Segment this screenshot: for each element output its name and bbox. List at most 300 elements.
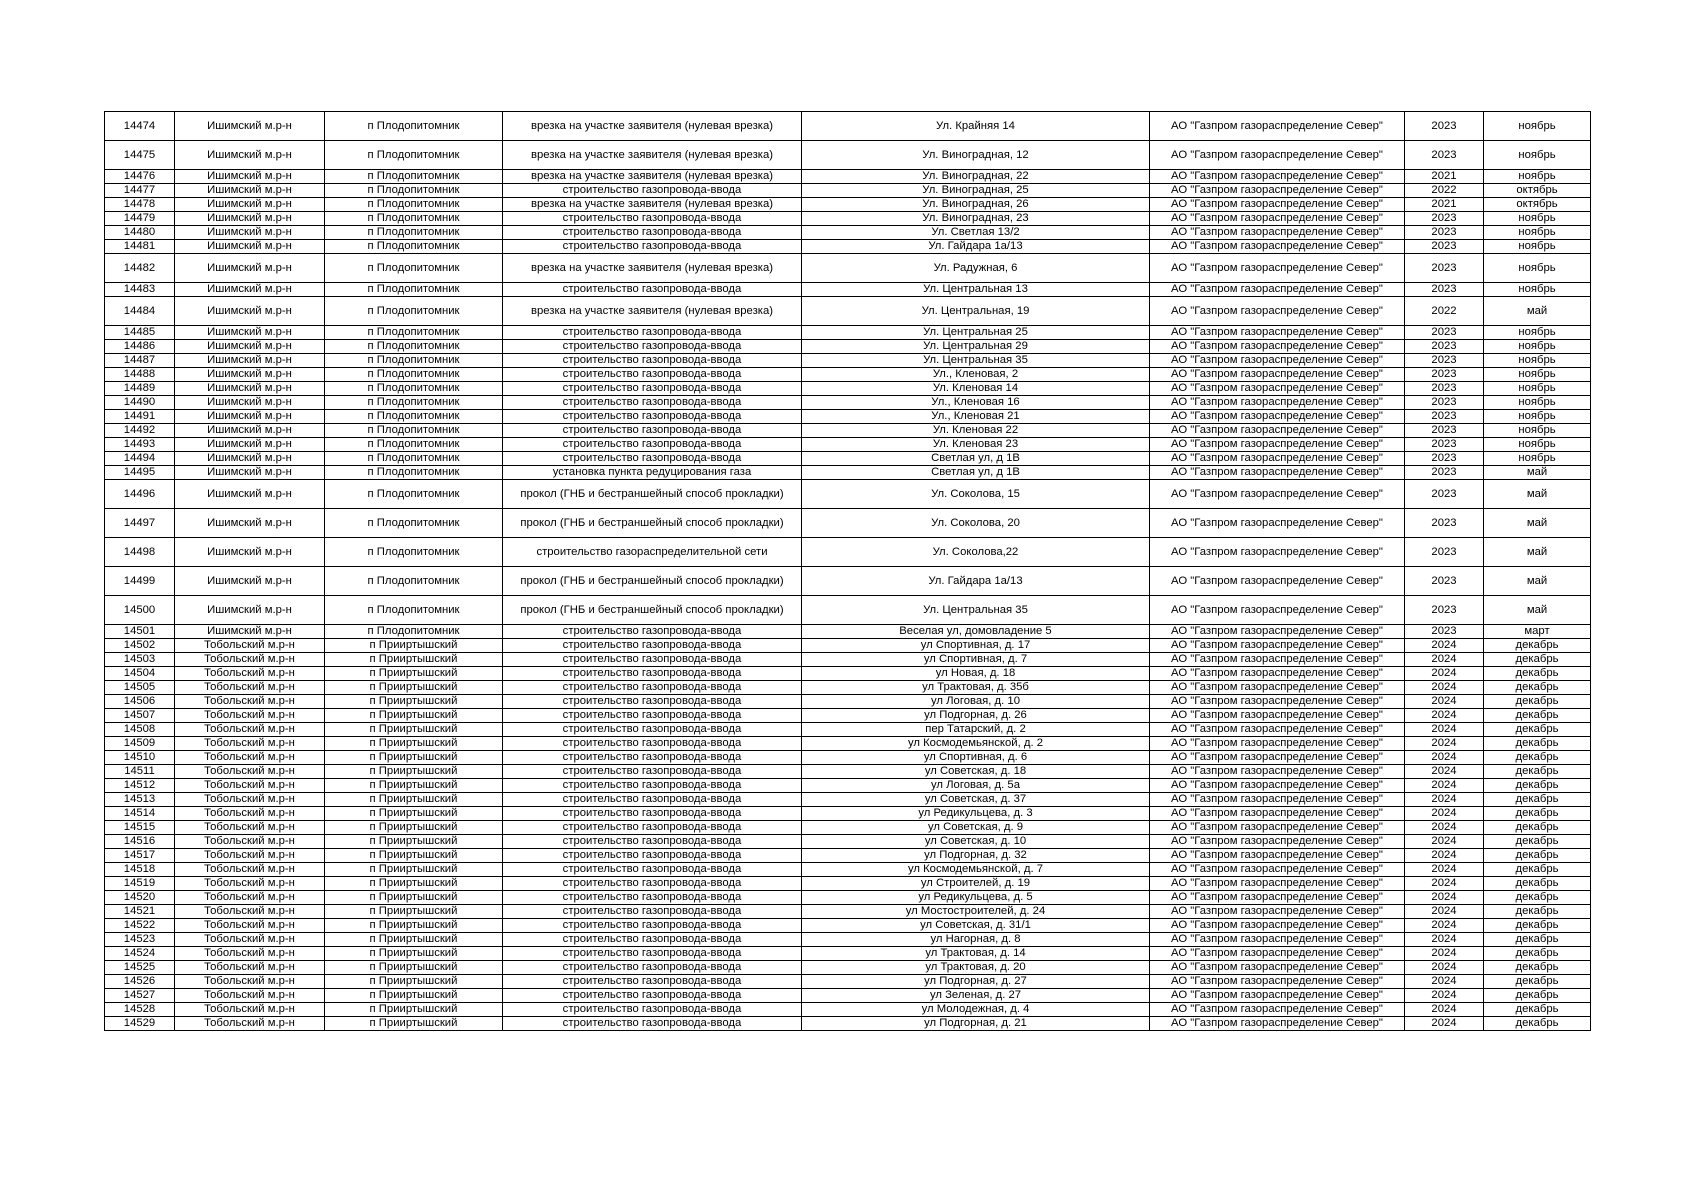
cell-address: ул Подгорная, д. 27 <box>802 975 1150 989</box>
table-row <box>105 919 1591 933</box>
table-row <box>105 184 1591 198</box>
cell-settlement: п Плодопитомник <box>325 112 503 141</box>
cell-organization: АО "Газпром газораспределение Север" <box>1150 751 1405 765</box>
table-row <box>105 424 1591 438</box>
cell-year: 2023 <box>1405 141 1484 170</box>
cell-work_type: строительство газопровода-ввода <box>503 975 802 989</box>
cell-district: Ишимский м.р-н <box>175 297 325 326</box>
table-row <box>105 849 1591 863</box>
cell-year: 2023 <box>1405 410 1484 424</box>
cell-organization: АО "Газпром газораспределение Север" <box>1150 639 1405 653</box>
cell-N: 14508 <box>105 723 175 737</box>
cell-year: 2023 <box>1405 538 1484 567</box>
cell-month: декабрь <box>1484 709 1591 723</box>
cell-address: ул Молодежная, д. 4 <box>802 1003 1150 1017</box>
cell-work_type: строительство газопровода-ввода <box>503 919 802 933</box>
cell-organization: АО "Газпром газораспределение Север" <box>1150 891 1405 905</box>
cell-year: 2024 <box>1405 807 1484 821</box>
cell-address: Ул., Кленовая 21 <box>802 410 1150 424</box>
cell-month: май <box>1484 297 1591 326</box>
cell-month: ноябрь <box>1484 452 1591 466</box>
cell-year: 2023 <box>1405 382 1484 396</box>
cell-organization: АО "Газпром газораспределение Север" <box>1150 709 1405 723</box>
table-row <box>105 793 1591 807</box>
cell-organization: АО "Газпром газораспределение Север" <box>1150 877 1405 891</box>
cell-settlement: п Прииртышский <box>325 891 503 905</box>
cell-address: ул Логовая, д. 5а <box>802 779 1150 793</box>
cell-district: Ишимский м.р-н <box>175 212 325 226</box>
cell-district: Тобольский м.р-н <box>175 653 325 667</box>
table-row <box>105 466 1591 480</box>
cell-district: Тобольский м.р-н <box>175 961 325 975</box>
cell-organization: АО "Газпром газораспределение Север" <box>1150 779 1405 793</box>
cell-organization: АО "Газпром газораспределение Север" <box>1150 1003 1405 1017</box>
table-row <box>105 905 1591 919</box>
cell-organization: АО "Газпром газораспределение Север" <box>1150 170 1405 184</box>
cell-N: 14521 <box>105 905 175 919</box>
cell-settlement: п Плодопитомник <box>325 509 503 538</box>
cell-work_type: строительство газопровода-ввода <box>503 765 802 779</box>
cell-organization: АО "Газпром газораспределение Север" <box>1150 509 1405 538</box>
cell-N: 14492 <box>105 424 175 438</box>
cell-work_type: строительство газопровода-ввода <box>503 849 802 863</box>
cell-year: 2023 <box>1405 424 1484 438</box>
cell-work_type: строительство газопровода-ввода <box>503 681 802 695</box>
cell-year: 2024 <box>1405 975 1484 989</box>
cell-settlement: п Плодопитомник <box>325 170 503 184</box>
cell-month: декабрь <box>1484 765 1591 779</box>
cell-work_type: строительство газопровода-ввода <box>503 821 802 835</box>
cell-month: декабрь <box>1484 653 1591 667</box>
cell-district: Ишимский м.р-н <box>175 141 325 170</box>
cell-N: 14480 <box>105 226 175 240</box>
cell-address: Ул. Радужная, 6 <box>802 254 1150 283</box>
cell-month: ноябрь <box>1484 424 1591 438</box>
cell-district: Тобольский м.р-н <box>175 863 325 877</box>
cell-year: 2024 <box>1405 737 1484 751</box>
cell-district: Ишимский м.р-н <box>175 184 325 198</box>
cell-year: 2024 <box>1405 709 1484 723</box>
cell-N: 14498 <box>105 538 175 567</box>
cell-N: 14509 <box>105 737 175 751</box>
cell-address: ул Логовая, д. 10 <box>802 695 1150 709</box>
cell-organization: АО "Газпром газораспределение Север" <box>1150 933 1405 947</box>
cell-work_type: строительство газопровода-ввода <box>503 779 802 793</box>
cell-year: 2023 <box>1405 452 1484 466</box>
cell-month: декабрь <box>1484 807 1591 821</box>
cell-month: декабрь <box>1484 1017 1591 1031</box>
cell-month: ноябрь <box>1484 382 1591 396</box>
table-row <box>105 382 1591 396</box>
table-row <box>105 141 1591 170</box>
cell-address: Ул. Центральная 25 <box>802 326 1150 340</box>
cell-organization: АО "Газпром газораспределение Север" <box>1150 961 1405 975</box>
cell-work_type: строительство газопровода-ввода <box>503 1003 802 1017</box>
cell-N: 14511 <box>105 765 175 779</box>
cell-district: Ишимский м.р-н <box>175 424 325 438</box>
cell-month: декабрь <box>1484 891 1591 905</box>
cell-year: 2022 <box>1405 184 1484 198</box>
cell-month: ноябрь <box>1484 326 1591 340</box>
cell-work_type: врезка на участке заявителя (нулевая врезка) <box>503 297 802 326</box>
cell-year: 2023 <box>1405 567 1484 596</box>
cell-address: пер Татарский, д. 2 <box>802 723 1150 737</box>
cell-year: 2024 <box>1405 681 1484 695</box>
cell-district: Тобольский м.р-н <box>175 793 325 807</box>
cell-settlement: п Плодопитомник <box>325 141 503 170</box>
cell-district: Ишимский м.р-н <box>175 509 325 538</box>
cell-N: 14503 <box>105 653 175 667</box>
cell-organization: АО "Газпром газораспределение Север" <box>1150 240 1405 254</box>
table-row <box>105 112 1591 141</box>
cell-address: Ул., Кленовая 16 <box>802 396 1150 410</box>
cell-N: 14485 <box>105 326 175 340</box>
cell-settlement: п Плодопитомник <box>325 480 503 509</box>
cell-settlement: п Плодопитомник <box>325 567 503 596</box>
cell-work_type: строительство газопровода-ввода <box>503 863 802 877</box>
cell-district: Тобольский м.р-н <box>175 639 325 653</box>
table-row <box>105 933 1591 947</box>
cell-N: 14489 <box>105 382 175 396</box>
cell-district: Ишимский м.р-н <box>175 625 325 639</box>
cell-N: 14474 <box>105 112 175 141</box>
cell-address: Светлая ул, д 1В <box>802 466 1150 480</box>
cell-year: 2024 <box>1405 695 1484 709</box>
cell-month: май <box>1484 596 1591 625</box>
cell-work_type: строительство газораспределительной сети <box>503 538 802 567</box>
cell-year: 2024 <box>1405 751 1484 765</box>
cell-work_type: строительство газопровода-ввода <box>503 695 802 709</box>
cell-N: 14526 <box>105 975 175 989</box>
cell-organization: АО "Газпром газораспределение Север" <box>1150 184 1405 198</box>
cell-district: Тобольский м.р-н <box>175 989 325 1003</box>
cell-month: ноябрь <box>1484 438 1591 452</box>
cell-address: Ул. Виноградная, 26 <box>802 198 1150 212</box>
cell-month: декабрь <box>1484 961 1591 975</box>
cell-settlement: п Прииртышский <box>325 681 503 695</box>
table-row <box>105 254 1591 283</box>
cell-district: Ишимский м.р-н <box>175 410 325 424</box>
cell-month: ноябрь <box>1484 354 1591 368</box>
cell-district: Ишимский м.р-н <box>175 198 325 212</box>
cell-organization: АО "Газпром газораспределение Север" <box>1150 653 1405 667</box>
cell-address: Ул. Кленовая 22 <box>802 424 1150 438</box>
cell-organization: АО "Газпром газораспределение Север" <box>1150 112 1405 141</box>
cell-work_type: строительство газопровода-ввода <box>503 326 802 340</box>
cell-month: декабрь <box>1484 933 1591 947</box>
cell-year: 2024 <box>1405 989 1484 1003</box>
cell-N: 14490 <box>105 396 175 410</box>
cell-N: 14517 <box>105 849 175 863</box>
cell-month: декабрь <box>1484 919 1591 933</box>
cell-district: Тобольский м.р-н <box>175 933 325 947</box>
cell-N: 14523 <box>105 933 175 947</box>
cell-month: ноябрь <box>1484 396 1591 410</box>
cell-district: Тобольский м.р-н <box>175 919 325 933</box>
table-row <box>105 737 1591 751</box>
cell-work_type: строительство газопровода-ввода <box>503 877 802 891</box>
cell-organization: АО "Газпром газораспределение Север" <box>1150 567 1405 596</box>
cell-year: 2024 <box>1405 639 1484 653</box>
cell-address: Ул. Центральная 35 <box>802 354 1150 368</box>
cell-N: 14522 <box>105 919 175 933</box>
cell-year: 2021 <box>1405 170 1484 184</box>
table-row <box>105 567 1591 596</box>
cell-address: ул Советская, д. 9 <box>802 821 1150 835</box>
table-row <box>105 198 1591 212</box>
cell-month: декабрь <box>1484 905 1591 919</box>
cell-month: декабрь <box>1484 751 1591 765</box>
cell-work_type: строительство газопровода-ввода <box>503 737 802 751</box>
cell-work_type: строительство газопровода-ввода <box>503 639 802 653</box>
cell-N: 14493 <box>105 438 175 452</box>
cell-work_type: прокол (ГНБ и бестраншейный способ прокладки) <box>503 480 802 509</box>
cell-work_type: строительство газопровода-ввода <box>503 452 802 466</box>
cell-work_type: прокол (ГНБ и бестраншейный способ прокладки) <box>503 596 802 625</box>
cell-month: декабрь <box>1484 947 1591 961</box>
table-row <box>105 863 1591 877</box>
cell-N: 14513 <box>105 793 175 807</box>
cell-year: 2024 <box>1405 849 1484 863</box>
cell-month: декабрь <box>1484 1003 1591 1017</box>
cell-month: декабрь <box>1484 779 1591 793</box>
cell-month: декабрь <box>1484 835 1591 849</box>
cell-N: 14505 <box>105 681 175 695</box>
cell-address: ул Редикульцева, д. 5 <box>802 891 1150 905</box>
table-row <box>105 625 1591 639</box>
table-row <box>105 975 1591 989</box>
table-row <box>105 681 1591 695</box>
table-row <box>105 821 1591 835</box>
cell-settlement: п Плодопитомник <box>325 354 503 368</box>
cell-year: 2023 <box>1405 438 1484 452</box>
table-row <box>105 751 1591 765</box>
cell-district: Тобольский м.р-н <box>175 779 325 793</box>
cell-work_type: установка пункта редуцирования газа <box>503 466 802 480</box>
cell-N: 14510 <box>105 751 175 765</box>
cell-organization: АО "Газпром газораспределение Север" <box>1150 410 1405 424</box>
cell-settlement: п Плодопитомник <box>325 538 503 567</box>
cell-settlement: п Плодопитомник <box>325 226 503 240</box>
cell-address: ул Космодемьянской, д. 7 <box>802 863 1150 877</box>
cell-work_type: строительство газопровода-ввода <box>503 723 802 737</box>
table-row <box>105 835 1591 849</box>
cell-organization: АО "Газпром газораспределение Север" <box>1150 947 1405 961</box>
cell-year: 2023 <box>1405 480 1484 509</box>
cell-settlement: п Прииртышский <box>325 947 503 961</box>
cell-month: ноябрь <box>1484 141 1591 170</box>
table-row <box>105 779 1591 793</box>
cell-year: 2024 <box>1405 667 1484 681</box>
cell-address: ул Трактовая, д. 35б <box>802 681 1150 695</box>
cell-settlement: п Прииртышский <box>325 919 503 933</box>
cell-district: Ишимский м.р-н <box>175 354 325 368</box>
cell-address: Ул. Крайняя 14 <box>802 112 1150 141</box>
cell-work_type: врезка на участке заявителя (нулевая врезка) <box>503 254 802 283</box>
cell-month: декабрь <box>1484 975 1591 989</box>
cell-N: 14499 <box>105 567 175 596</box>
cell-address: ул Строителей, д. 19 <box>802 877 1150 891</box>
cell-settlement: п Плодопитомник <box>325 283 503 297</box>
cell-address: Ул. Виноградная, 22 <box>802 170 1150 184</box>
cell-year: 2023 <box>1405 340 1484 354</box>
table-row <box>105 891 1591 905</box>
cell-month: ноябрь <box>1484 240 1591 254</box>
data-table <box>104 111 1591 1031</box>
cell-district: Ишимский м.р-н <box>175 254 325 283</box>
cell-district: Тобольский м.р-н <box>175 681 325 695</box>
cell-work_type: строительство газопровода-ввода <box>503 1017 802 1031</box>
cell-year: 2023 <box>1405 625 1484 639</box>
table-row <box>105 452 1591 466</box>
cell-N: 14525 <box>105 961 175 975</box>
cell-district: Тобольский м.р-н <box>175 751 325 765</box>
cell-address: Ул., Кленовая, 2 <box>802 368 1150 382</box>
cell-address: Ул. Кленовая 14 <box>802 382 1150 396</box>
cell-district: Тобольский м.р-н <box>175 695 325 709</box>
cell-address: ул Спортивная, д. 17 <box>802 639 1150 653</box>
cell-N: 14483 <box>105 283 175 297</box>
cell-month: октябрь <box>1484 198 1591 212</box>
table-row <box>105 695 1591 709</box>
cell-work_type: строительство газопровода-ввода <box>503 283 802 297</box>
cell-month: май <box>1484 480 1591 509</box>
cell-organization: АО "Газпром газораспределение Север" <box>1150 737 1405 751</box>
cell-N: 14518 <box>105 863 175 877</box>
cell-year: 2024 <box>1405 779 1484 793</box>
cell-work_type: строительство газопровода-ввода <box>503 340 802 354</box>
cell-N: 14516 <box>105 835 175 849</box>
cell-N: 14507 <box>105 709 175 723</box>
cell-month: декабрь <box>1484 723 1591 737</box>
cell-month: май <box>1484 567 1591 596</box>
cell-organization: АО "Газпром газораспределение Север" <box>1150 326 1405 340</box>
cell-month: май <box>1484 509 1591 538</box>
table-row <box>105 297 1591 326</box>
cell-year: 2023 <box>1405 254 1484 283</box>
cell-work_type: строительство газопровода-ввода <box>503 240 802 254</box>
table-row <box>105 947 1591 961</box>
cell-year: 2023 <box>1405 240 1484 254</box>
cell-month: март <box>1484 625 1591 639</box>
cell-work_type: строительство газопровода-ввода <box>503 212 802 226</box>
table-row <box>105 226 1591 240</box>
cell-organization: АО "Газпром газораспределение Север" <box>1150 538 1405 567</box>
cell-district: Тобольский м.р-н <box>175 835 325 849</box>
cell-district: Тобольский м.р-н <box>175 975 325 989</box>
cell-organization: АО "Газпром газораспределение Север" <box>1150 596 1405 625</box>
cell-address: Ул. Гайдара 1а/13 <box>802 567 1150 596</box>
table-row <box>105 538 1591 567</box>
cell-work_type: врезка на участке заявителя (нулевая врезка) <box>503 141 802 170</box>
cell-N: 14477 <box>105 184 175 198</box>
cell-address: Ул. Центральная 29 <box>802 340 1150 354</box>
cell-settlement: п Прииртышский <box>325 723 503 737</box>
cell-settlement: п Прииртышский <box>325 961 503 975</box>
cell-organization: АО "Газпром газораспределение Север" <box>1150 382 1405 396</box>
cell-month: декабрь <box>1484 989 1591 1003</box>
cell-month: ноябрь <box>1484 410 1591 424</box>
cell-month: ноябрь <box>1484 368 1591 382</box>
cell-organization: АО "Газпром газораспределение Север" <box>1150 340 1405 354</box>
cell-N: 14495 <box>105 466 175 480</box>
cell-district: Тобольский м.р-н <box>175 765 325 779</box>
cell-work_type: строительство газопровода-ввода <box>503 382 802 396</box>
cell-settlement: п Прииртышский <box>325 695 503 709</box>
cell-settlement: п Прииртышский <box>325 709 503 723</box>
cell-organization: АО "Газпром газораспределение Север" <box>1150 283 1405 297</box>
cell-district: Ишимский м.р-н <box>175 170 325 184</box>
cell-organization: АО "Газпром газораспределение Север" <box>1150 765 1405 779</box>
cell-settlement: п Плодопитомник <box>325 382 503 396</box>
cell-work_type: строительство газопровода-ввода <box>503 667 802 681</box>
cell-month: декабрь <box>1484 877 1591 891</box>
cell-month: ноябрь <box>1484 170 1591 184</box>
cell-district: Тобольский м.р-н <box>175 723 325 737</box>
cell-organization: АО "Газпром газораспределение Север" <box>1150 368 1405 382</box>
cell-address: ул Советская, д. 31/1 <box>802 919 1150 933</box>
cell-address: ул Подгорная, д. 26 <box>802 709 1150 723</box>
cell-work_type: строительство газопровода-ввода <box>503 354 802 368</box>
cell-address: Веселая ул, домовладение 5 <box>802 625 1150 639</box>
cell-N: 14520 <box>105 891 175 905</box>
cell-work_type: строительство газопровода-ввода <box>503 424 802 438</box>
cell-district: Тобольский м.р-н <box>175 709 325 723</box>
table-row <box>105 340 1591 354</box>
table-body <box>105 112 1591 1031</box>
table-row <box>105 667 1591 681</box>
cell-district: Ишимский м.р-н <box>175 452 325 466</box>
document-sheet <box>104 111 1590 1031</box>
cell-work_type: строительство газопровода-ввода <box>503 905 802 919</box>
cell-year: 2021 <box>1405 198 1484 212</box>
cell-year: 2022 <box>1405 297 1484 326</box>
cell-settlement: п Плодопитомник <box>325 297 503 326</box>
cell-district: Ишимский м.р-н <box>175 438 325 452</box>
cell-year: 2024 <box>1405 947 1484 961</box>
cell-organization: АО "Газпром газораспределение Север" <box>1150 141 1405 170</box>
table-row <box>105 438 1591 452</box>
cell-month: октябрь <box>1484 184 1591 198</box>
table-row <box>105 1003 1591 1017</box>
cell-district: Тобольский м.р-н <box>175 849 325 863</box>
cell-settlement: п Плодопитомник <box>325 625 503 639</box>
cell-district: Ишимский м.р-н <box>175 240 325 254</box>
cell-year: 2023 <box>1405 354 1484 368</box>
cell-year: 2024 <box>1405 1003 1484 1017</box>
cell-address: Светлая ул, д 1В <box>802 452 1150 466</box>
table-row <box>105 961 1591 975</box>
cell-settlement: п Плодопитомник <box>325 596 503 625</box>
cell-settlement: п Плодопитомник <box>325 340 503 354</box>
cell-month: декабрь <box>1484 793 1591 807</box>
cell-N: 14527 <box>105 989 175 1003</box>
cell-address: ул Космодемьянской, д. 2 <box>802 737 1150 751</box>
cell-organization: АО "Газпром газораспределение Север" <box>1150 438 1405 452</box>
cell-year: 2024 <box>1405 765 1484 779</box>
cell-address: Ул. Соколова, 15 <box>802 480 1150 509</box>
cell-organization: АО "Газпром газораспределение Север" <box>1150 975 1405 989</box>
cell-district: Ишимский м.р-н <box>175 538 325 567</box>
cell-organization: АО "Газпром газораспределение Север" <box>1150 695 1405 709</box>
cell-work_type: строительство газопровода-ввода <box>503 835 802 849</box>
cell-year: 2023 <box>1405 326 1484 340</box>
cell-N: 14497 <box>105 509 175 538</box>
cell-N: 14479 <box>105 212 175 226</box>
cell-address: ул Зеленая, д. 27 <box>802 989 1150 1003</box>
cell-organization: АО "Газпром газораспределение Север" <box>1150 212 1405 226</box>
cell-N: 14476 <box>105 170 175 184</box>
